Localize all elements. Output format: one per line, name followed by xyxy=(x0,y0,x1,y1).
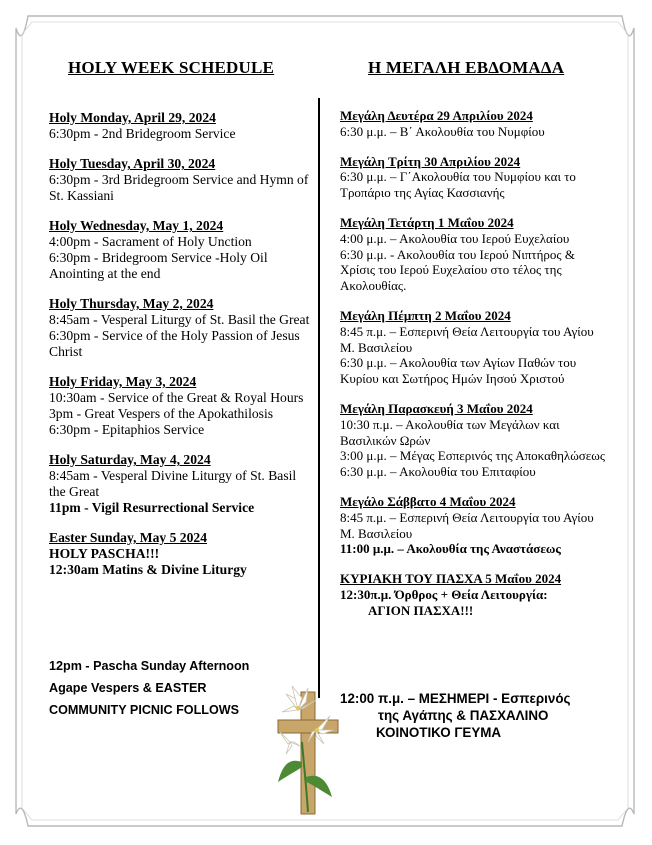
day-title: Μεγάλη Παρασκευή 3 Μαΐου 2024 xyxy=(340,400,533,416)
service-line: 6:30 μ.μ. - Ακολουθία του Ιερού Νιπτήρος & Χρίσις του Ιερού Ευχελαίου στο τέλος της Ακολουθίας. xyxy=(340,246,575,294)
note-line: της Αγάπης & ΠΑΣΧΑΛΙΝΟ xyxy=(378,708,549,723)
service-line: 12:30am Matins & Divine Liturgy xyxy=(49,562,247,577)
greek-schedule xyxy=(340,108,608,633)
service-line: 6:30 μ.μ. – Ακολουθία του Επιταφίου xyxy=(340,464,536,480)
note-line: ΚΟΙΝΟΤΙΚΟ ΓΕΥΜΑ xyxy=(376,725,502,740)
note-line: Agape Vespers & EASTER xyxy=(49,681,207,695)
service-line: 4:00 μ.μ. – Ακολουθία του Ιερού Ευχελαίου xyxy=(340,230,570,246)
service-line: 11:00 μ.μ. – Ακολουθία της Αναστάσεως xyxy=(340,541,561,557)
day-title: Μεγάλη Πέμπτη 2 Μαΐου 2024 xyxy=(340,307,511,323)
day-title: Μεγάλη Τρίτη 30 Απριλίου 2024 xyxy=(340,153,521,169)
day-title: Μεγάλο Σάββατο 4 Μαΐου 2024 xyxy=(340,493,516,509)
service-line: 3:00 μ.μ. – Μέγας Εσπερινός της Αποκαθηλώσεως xyxy=(340,448,605,464)
day-title: Holy Thursday, May 2, 2024 xyxy=(49,296,214,311)
schedule-day xyxy=(340,215,608,294)
service-line: 6:30 μ.μ. – Γ΄Ακολουθία του Νυμφίου και το Τροπάριο της Αγίας Κασσιανής xyxy=(340,169,576,201)
schedule-day xyxy=(49,452,311,516)
service-line: 6:30 μ.μ. – Ακολουθία των Αγίων Παθών του Κυρίου και Σωτήρος Ημών Ιησού Χριστού xyxy=(340,355,577,387)
schedule-day xyxy=(49,110,311,142)
schedule-day xyxy=(49,156,311,204)
day-title: Μεγάλη Δευτέρα 29 Απριλίου 2024 xyxy=(340,108,533,123)
note-line: COMMUNITY PICNIC FOLLOWS xyxy=(49,703,240,717)
english-heading: HOLY WEEK SCHEDULE xyxy=(68,58,275,77)
service-line: 8:45am - Vesperal Liturgy of St. Basil the Great xyxy=(49,312,310,327)
schedule-day xyxy=(340,108,608,140)
schedule-day xyxy=(340,308,608,387)
english-picnic-note xyxy=(49,655,249,721)
schedule-day xyxy=(340,154,608,201)
note-line: 12:00 π.μ. – ΜΕΣΗΜΕΡΙ - Εσπερινός xyxy=(340,691,571,706)
service-line: 10:30am - Service of the Great & Royal Hours xyxy=(49,390,304,405)
service-line: 3pm - Great Vespers of the Apokathilosis xyxy=(49,406,274,421)
day-title: Holy Monday, April 29, 2024 xyxy=(49,110,216,125)
service-line: 6:30pm - 2nd Bridegroom Service xyxy=(49,126,236,141)
lily-cross-image xyxy=(268,672,348,817)
schedule-day xyxy=(49,374,311,438)
service-line: 6:30pm - Epitaphios Service xyxy=(49,422,205,437)
schedule-day xyxy=(49,218,311,282)
service-line: HOLY PASCHA!!! xyxy=(49,546,160,561)
schedule-day xyxy=(49,530,311,578)
service-line: 12:30π.μ. Όρθρος + Θεία Λειτουργία: xyxy=(340,586,548,602)
service-line: ΑΓΙΟΝ ΠΑΣΧΑ!!! xyxy=(368,602,474,618)
greek-heading: Η ΜΕΓΑΛΗ ΕΒΔΟΜΑΔΑ xyxy=(368,58,565,77)
service-line: 6:30 μ.μ. – Β΄ Ακολουθία του Νυμφίου xyxy=(340,123,545,139)
greek-picnic-note xyxy=(340,690,570,741)
service-line: 8:45 π.μ. – Εσπερινή Θεία Λειτουργία του Αγίου Μ. Βασιλείου xyxy=(340,509,594,541)
day-title: Easter Sunday, May 5 2024 xyxy=(49,530,207,545)
service-line: 8:45am - Vesperal Divine Liturgy of St. Basil the Great xyxy=(49,468,297,499)
service-line: 10:30 π.μ. – Ακολουθία των Μεγάλων και Βασιλικών Ωρών xyxy=(340,416,560,448)
english-schedule xyxy=(49,110,311,592)
day-title: Holy Wednesday, May 1, 2024 xyxy=(49,218,224,233)
column-divider xyxy=(318,98,320,698)
day-title: Holy Saturday, May 4, 2024 xyxy=(49,452,211,467)
schedule-day xyxy=(340,494,608,557)
schedule-day xyxy=(49,296,311,360)
service-line: 6:30pm - Service of the Holy Passion of Jesus Christ xyxy=(49,328,300,359)
day-title: Μεγάλη Τετάρτη 1 Μαΐου 2024 xyxy=(340,214,514,230)
day-title: Holy Tuesday, April 30, 2024 xyxy=(49,156,216,171)
note-line: 12pm - Pascha Sunday Afternoon xyxy=(49,659,250,673)
day-title: Holy Friday, May 3, 2024 xyxy=(49,374,197,389)
service-line: 4:00pm - Sacrament of Holy Unction xyxy=(49,234,252,249)
service-line: 6:30pm - 3rd Bridegroom Service and Hymn of St. Kassiani xyxy=(49,172,309,203)
service-line: 11pm - Vigil Resurrectional Service xyxy=(49,500,255,515)
service-line: 8:45 π.μ. – Εσπερινή Θεία Λειτουργία του Αγίου Μ. Βασιλείου xyxy=(340,323,594,355)
day-title: ΚΥΡΙΑΚΗ ΤΟΥ ΠΑΣΧΑ 5 Μαΐου 2024 xyxy=(340,571,562,587)
service-line: 6:30pm - Bridegroom Service -Holy Oil Anointing at the end xyxy=(49,250,268,281)
schedule-day xyxy=(340,401,608,480)
schedule-day xyxy=(340,571,608,618)
